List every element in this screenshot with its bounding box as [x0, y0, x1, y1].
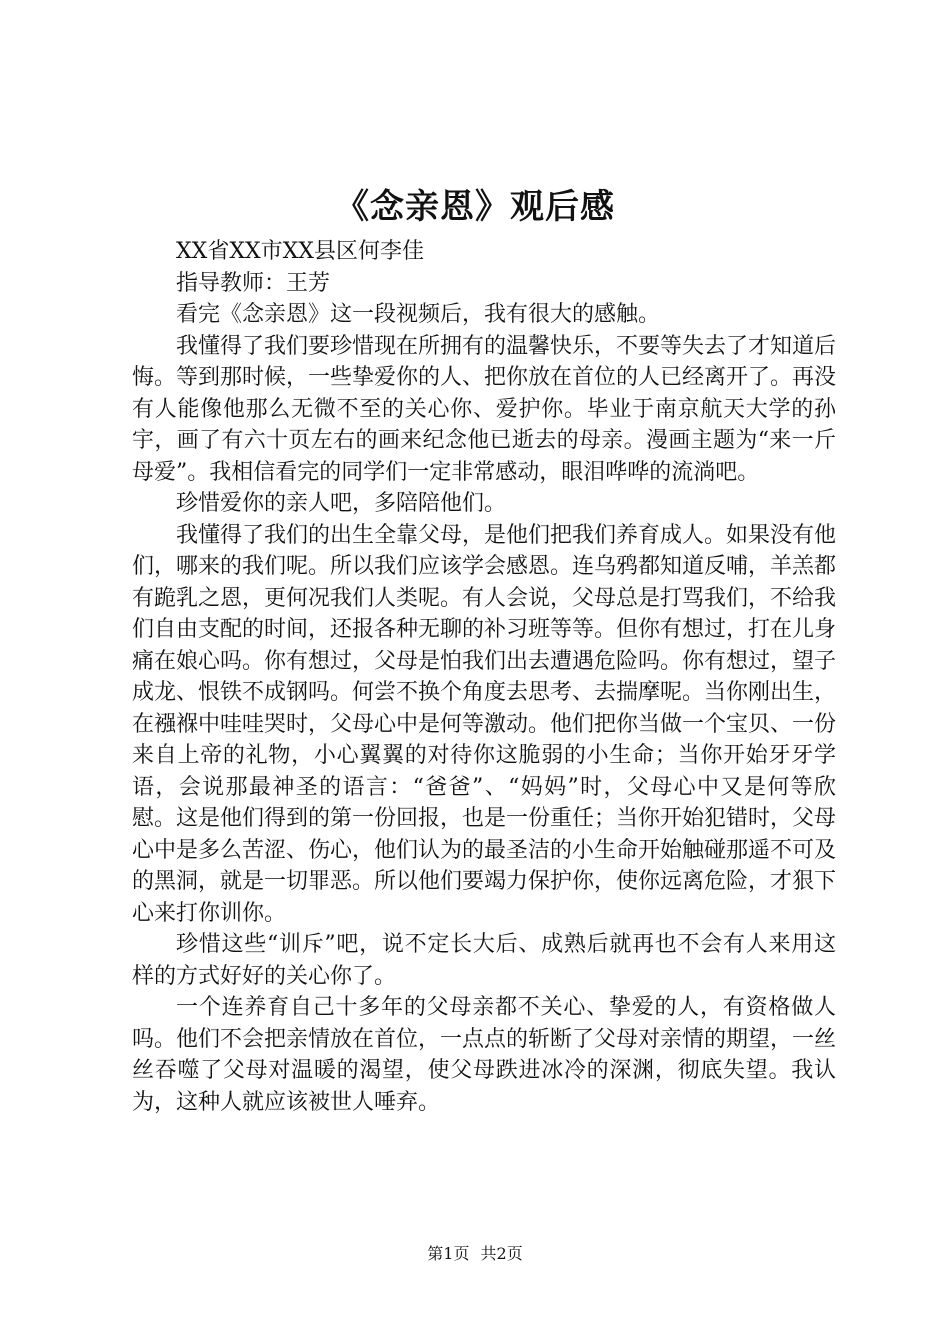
paragraph: 我懂得了我们要珍惜现在所拥有的温馨快乐，不要等失去了才知道后悔。等到那时候，一些挚爱你的人、把你放在首位的人已经离开了。再没有人能像他那么无微不至的关心你、爱护你。毕业于南京航天大学的孙宇，画了有六十页左右的画来纪念他已逝去的母亲。漫画主题为“来一斤母爱”。我相信看完的同学们一定非常感动，眼泪哗哗的流淌吧。 [132, 333, 837, 485]
teacher-line: 指导教师：王芳 [176, 270, 331, 296]
page-total: 共2页 [480, 1244, 523, 1263]
page-number: 第1页 [427, 1244, 470, 1263]
document-body [132, 236, 836, 1118]
paragraph: 珍惜这些“训斥”吧，说不定长大后、成熟后就再也不会有人来用这样的方式好好的关心你了。 [132, 932, 836, 989]
paragraph: 一个连养育自己十多年的父母亲都不关心、挚爱的人，有资格做人吗。他们不会把亲情放在首位，一点点的斩断了父母对亲情的期望，一丝丝吞噬了父母对温暖的渴望，使父母跌进冰冷的深渊，彻底失望。我认为，这种人就应该被世人唾弃。 [132, 995, 837, 1115]
paragraph: 珍惜爱你的亲人吧，多陪陪他们。 [176, 491, 507, 516]
author-line: XX省XX市XX县区何李佳 [176, 239, 424, 264]
document-title: 《念亲恩》观后感 [335, 187, 615, 227]
page-footer [0, 1242, 950, 1266]
paragraph: 我懂得了我们的出生全靠父母，是他们把我们养育成人。如果没有他们，哪来的我们呢。所以我们应该学会感恩。连乌鸦都知道反哺，羊羔都有跪乳之恩，更何况我们人类呢。有人会说，父母总是打骂我们，不给我们自由支配的时间，还报各种无聊的补习班等等。但你有想过，打在儿身痛在娘心吗。你有想过，父母是怕我们出去遭遇危险吗。你有想过，望子成龙、恨铁不成钢吗。何尝不换个角度去思考、去揣摩呢。当你刚出生，在襁褓中哇哇哭时，父母心中是何等激动。他们把你当做一个宝贝、一份来自上帝的礼物，小心翼翼的对待你这脆弱的小生命；当你开始牙牙学语，会说那最神圣的语言：“爸爸”、“妈妈”时，父母心中又是何等欣慰。这是他们得到的第一份回报，也是一份重任；当你开始犯错时，父母心中是多么苦涩、伤心，他们认为的最圣洁的小生命开始触碰那遥不可及的黑洞，就是一切罪恶。所以他们要竭力保护你，使你远离危险，才狠下心来打你训你。 [132, 522, 837, 926]
paragraph: 看完《念亲恩》这一段视频后，我有很大的感触。 [176, 302, 661, 327]
